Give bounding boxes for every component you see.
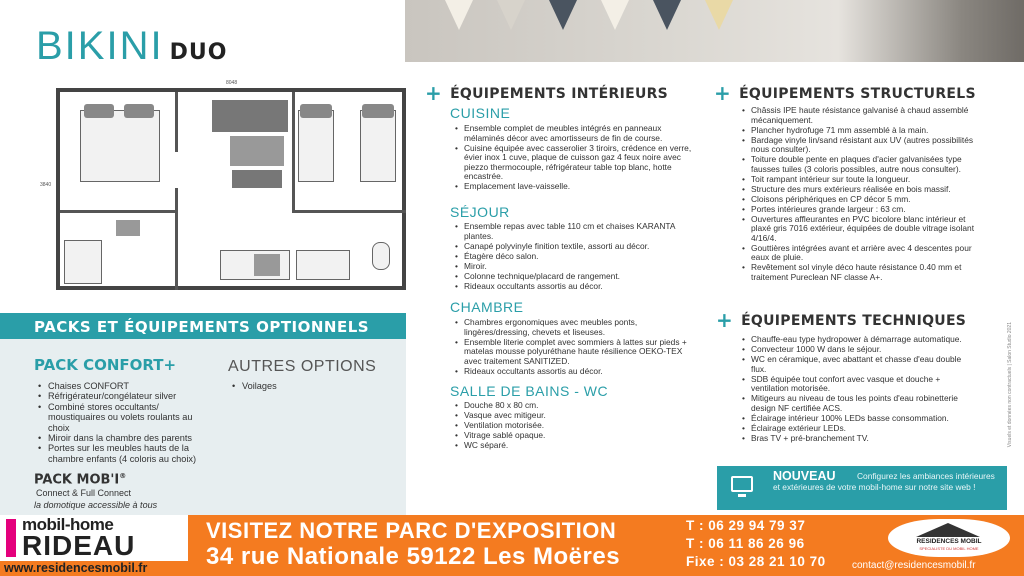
- chambre-list: [450, 318, 692, 377]
- plan-width-label: 8048: [226, 80, 238, 86]
- pack-confort-title: PACK CONFORT+: [34, 356, 177, 374]
- mobil-home-rideau-logo: [0, 515, 188, 561]
- list-item: • Portes sur les meubles hauts de la chambre enfants (4 coloris au choix): [34, 443, 214, 464]
- bunting-flag: [653, 0, 681, 30]
- single-bed: [360, 110, 396, 182]
- pack-mobi-title: [34, 472, 126, 487]
- list-item: • Toit rampant intérieur sur toute la longueur.: [737, 175, 977, 185]
- list-item: • Ouvertures affleurantes en PVC bicolore blanc intérieur et plaxé gris 7016 extérieur, équipées de double vitrage isolant 4/16/4.: [737, 215, 977, 244]
- list-item: • Miroir.: [450, 262, 692, 272]
- list-item: • Gouttières intégrées avant et arrière avec 4 descentes pour eaux de pluie.: [737, 244, 977, 263]
- toilet: [372, 242, 390, 270]
- hero-photo: [405, 0, 1024, 62]
- phone-fixe[interactable]: Fixe : 03 28 21 10 70: [686, 554, 826, 569]
- list-item: • Châssis IPE haute résistance galvanisé à chaud assemblé mécaniquement.: [737, 106, 977, 125]
- list-item: • Colonne technique/placard de rangement.: [450, 272, 692, 282]
- sejour-list: [450, 222, 692, 292]
- single-bed: [298, 110, 334, 182]
- dining-table: [230, 136, 284, 166]
- sofa: [212, 100, 288, 132]
- list-item: • Voilages: [228, 381, 378, 391]
- visit-address: 34 rue Nationale 59122 Les Moëres: [206, 543, 621, 570]
- logo-line1: mobil-home: [22, 515, 114, 534]
- pack-mobi-tagline: la domotique accessible à tous: [34, 500, 158, 510]
- list-item: • Miroir dans la chambre des parents: [34, 433, 214, 443]
- autres-options-title: AUTRES OPTIONS: [228, 358, 377, 375]
- list-item: • SDB équipée tout confort avec vasque et douche + ventilation motorisée.: [737, 375, 977, 394]
- techniques-heading: [716, 308, 966, 332]
- double-bed: [80, 110, 160, 182]
- sink: [116, 220, 140, 236]
- registered-mark: ®: [119, 472, 127, 480]
- side-disclaimer: Visuels et données non contractuels | Salon Studio 2021: [1007, 322, 1013, 448]
- list-item: • Réfrigérateur/congélateur silver: [34, 391, 214, 401]
- shower: [64, 240, 102, 284]
- visit-headline: VISITEZ NOTRE PARC D'EXPOSITION: [206, 518, 617, 543]
- kitchen-sink: [296, 250, 350, 280]
- rm-logo-tagline: SPECIALISTE DU MOBIL HOME: [919, 546, 979, 551]
- list-item: • Ensemble literie complet avec sommiers à lattes sur pieds + matelas mousse polyuréthane haute résilience OEKO-TEX avec traitement SANITIZED.: [450, 338, 692, 367]
- list-item: • Revêtement sol vinyle déco haute résistance 0.40 mm et traitement Pureclean NF classe A+.: [737, 263, 977, 282]
- bunting-flag: [445, 0, 473, 30]
- list-item: • Emplacement lave-vaisselle.: [450, 182, 692, 192]
- list-item: • Chauffe-eau type hydropower à démarrage automatique.: [737, 335, 977, 345]
- bunting-flag: [497, 0, 525, 30]
- plan-height-label: 3840: [40, 182, 52, 188]
- bunting-flag: [549, 0, 577, 30]
- salle-de-bains-title: SALLE DE BAINS - WC: [450, 383, 609, 399]
- bunting-flag: [705, 0, 733, 30]
- list-item: • Canapé polyvinyle finition textile, assorti au décor.: [450, 242, 692, 252]
- pillow: [84, 104, 114, 118]
- model-name: BIKINI: [36, 24, 164, 68]
- cuisine-title: CUISINE: [450, 105, 511, 121]
- page-title: [36, 24, 227, 69]
- roof-icon: [916, 523, 980, 537]
- pack-mobi-subtitle: Connect & Full Connect: [36, 488, 132, 498]
- list-item: • Chambres ergonomiques avec meubles ponts, lingères/dressing, chevets et liseuses.: [450, 318, 692, 337]
- pillow: [300, 104, 332, 118]
- list-item: • Cloisons périphériques en CP décor 5 mm.: [737, 195, 977, 205]
- pack-mobi-label: PACK MOB'I: [34, 472, 120, 488]
- wall: [292, 210, 406, 213]
- residences-mobil-logo: [888, 519, 1010, 557]
- salle-de-bains-list: [450, 401, 692, 451]
- wall: [175, 92, 178, 152]
- footer-banner: [0, 515, 1024, 576]
- list-item: • WC séparé.: [450, 441, 692, 451]
- list-item: • Éclairage intérieur 100% LEDs basse consommation.: [737, 414, 977, 424]
- list-item: • WC en céramique, avec abattant et chasse d'eau double flux.: [737, 355, 977, 374]
- techniques-title: ÉQUIPEMENTS TECHNIQUES: [741, 313, 967, 329]
- structurels-list: [737, 106, 977, 283]
- pillow: [124, 104, 154, 118]
- options-heading: PACKS ET ÉQUIPEMENTS OPTIONNELS: [34, 318, 370, 336]
- nouveau-label: NOUVEAU: [773, 469, 836, 483]
- sejour-title: SÉJOUR: [450, 204, 510, 220]
- list-item: • Cuisine équipée avec casserolier 3 tiroirs, crédence en verre, évier inox 1 cuve, plaque de cuisson gaz 4 feux noire avec piezzo thermocouple, réfrigérateur table top blanc, hotte encastrée.: [450, 144, 692, 182]
- list-item: • Structure des murs extérieurs réalisée en bois massif.: [737, 185, 977, 195]
- list-item: • Ensemble complet de meubles intégrés en panneaux mélaminés décor avec amortisseurs de fin de course.: [450, 124, 692, 143]
- list-item: • Vasque avec mitigeur.: [450, 411, 692, 421]
- structurels-title: ÉQUIPEMENTS STRUCTURELS: [739, 86, 976, 102]
- list-item: • Toiture double pente en plaques d'acier galvanisées type fausses tuiles (3 coloris possibles, autre nous consulter).: [737, 155, 977, 174]
- interieurs-heading: [425, 81, 668, 105]
- plus-icon: +: [716, 308, 734, 332]
- list-item: • Mitigeurs au niveau de tous les points d'eau robinetterie design NF certifiée ACS.: [737, 394, 977, 413]
- bunting-flag: [601, 0, 629, 30]
- wall: [60, 210, 175, 213]
- list-item: • Plancher hydrofuge 71 mm assemblé à la main.: [737, 126, 977, 136]
- nouveau-banner[interactable]: [717, 466, 1007, 510]
- list-item: • Bardage vinyle lin/sand résistant aux UV (autres possibilités nous consulter).: [737, 136, 977, 155]
- list-item: • Étagère déco salon.: [450, 252, 692, 262]
- phone-2[interactable]: T : 06 11 86 26 96: [686, 536, 805, 551]
- list-item: • Douche 80 x 80 cm.: [450, 401, 692, 411]
- list-item: • Éclairage extérieur LEDs.: [737, 424, 977, 434]
- floor-plan: [40, 80, 406, 290]
- list-item: • Rideaux occultants assortis au décor.: [450, 282, 692, 292]
- pillow: [362, 104, 394, 118]
- list-item: • Portes intérieures grande largeur : 63 cm.: [737, 205, 977, 215]
- cuisine-list: [450, 124, 692, 192]
- options-band: [0, 313, 406, 339]
- cooktop: [254, 254, 280, 276]
- model-variant: DUO: [169, 40, 228, 65]
- contact-email[interactable]: contact@residencesmobil.fr: [852, 560, 976, 571]
- list-item: • Bras TV + pré-branchement TV.: [737, 434, 977, 444]
- list-item: • Combiné stores occultants/ moustiquaires ou volets roulants au choix: [34, 402, 214, 433]
- logo-line2: RIDEAU: [22, 530, 136, 561]
- autres-options-list: [228, 381, 378, 391]
- techniques-list: [737, 335, 977, 444]
- logo-flag-icon: [6, 519, 16, 557]
- list-item: • Ventilation motorisée.: [450, 421, 692, 431]
- chambre-title: CHAMBRE: [450, 299, 524, 315]
- interieurs-title: ÉQUIPEMENTS INTÉRIEURS: [450, 86, 669, 102]
- chairs: [232, 170, 282, 188]
- wall: [292, 92, 295, 210]
- list-item: • Ensemble repas avec table 110 cm et chaises KARANTA plantes.: [450, 222, 692, 241]
- rm-logo-name: RESIDENCES MOBIL: [916, 538, 982, 545]
- list-item: • Chaises CONFORT: [34, 381, 214, 391]
- website-link[interactable]: www.residencesmobil.fr: [4, 561, 148, 575]
- list-item: • Vitrage sablé opaque.: [450, 431, 692, 441]
- list-item: • Rideaux occultants assortis au décor.: [450, 367, 692, 377]
- structurels-heading: [714, 81, 976, 105]
- list-item: • Convecteur 1000 W dans le séjour.: [737, 345, 977, 355]
- pack-confort-list: [34, 381, 214, 464]
- phone-1[interactable]: T : 06 29 94 79 37: [686, 518, 806, 533]
- wall: [175, 188, 178, 290]
- monitor-icon: [731, 476, 753, 492]
- plus-icon: +: [714, 81, 732, 105]
- nouveau-text: Configurez les ambiances intérieures et extérieures de votre mobil-home sur notre site web !: [773, 471, 995, 492]
- plus-icon: +: [425, 81, 443, 105]
